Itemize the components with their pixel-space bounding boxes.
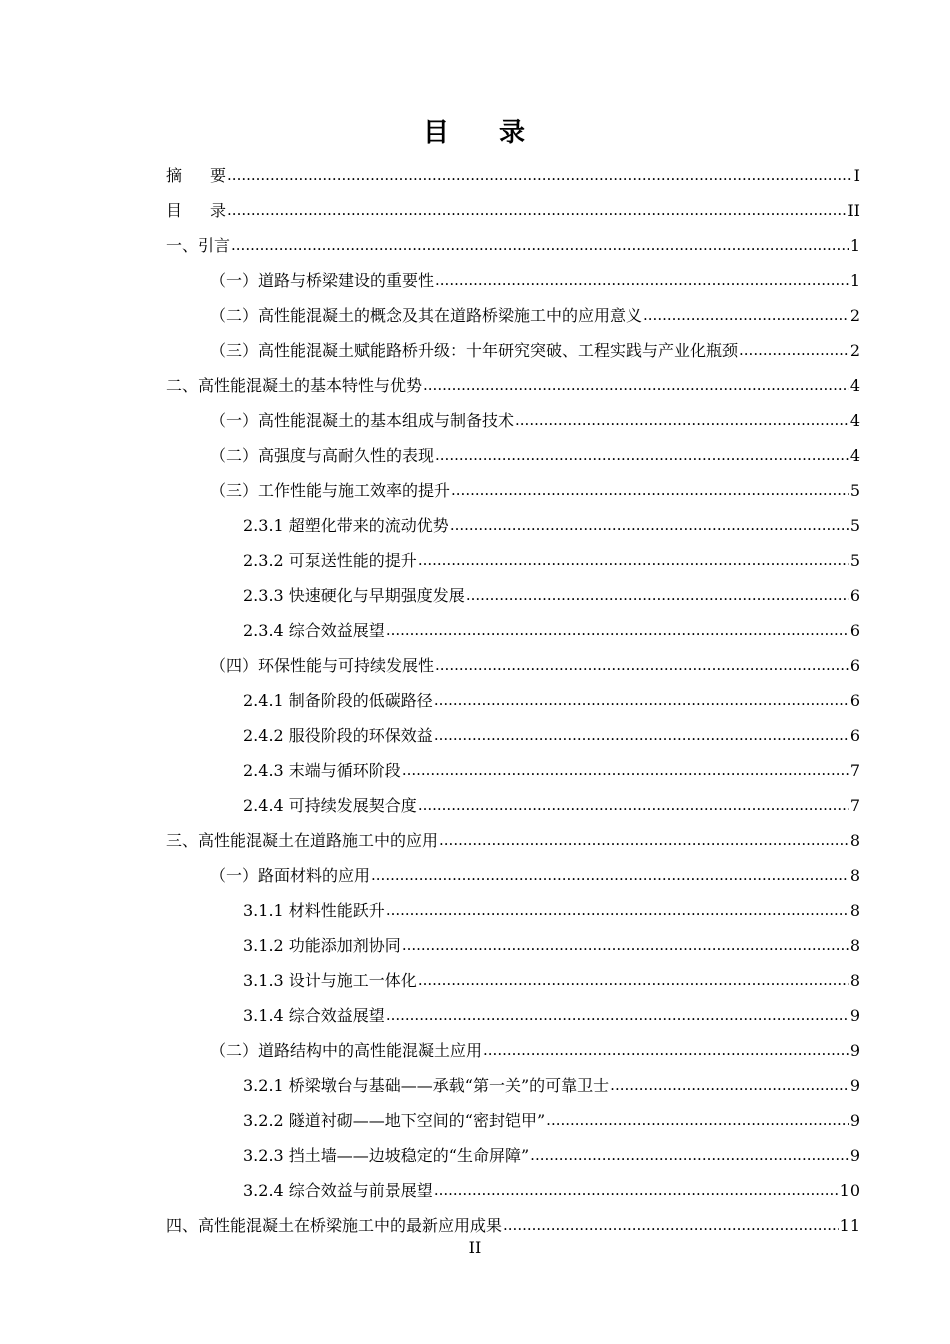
toc-leader-dots — [434, 718, 849, 753]
toc-leader-dots — [402, 753, 849, 788]
toc-entry-label: （一）路面材料的应用 — [210, 866, 371, 885]
toc-entry-page: 6 — [849, 586, 860, 605]
toc-leader-dots — [371, 858, 849, 893]
toc-entry[interactable] — [166, 263, 860, 298]
toc-entry-page: 8 — [849, 831, 860, 850]
toc-entry-label: （二）高强度与高耐久性的表现 — [210, 446, 435, 465]
toc-entry-label: 3.2.2 隧道衬砌——地下空间的“密封铠甲” — [243, 1111, 546, 1130]
toc-entry[interactable] — [166, 648, 860, 683]
toc-entry-label: 二、高性能混凝土的基本特性与优势 — [166, 376, 423, 395]
toc-entry-page: 6 — [849, 726, 860, 745]
table-of-contents — [166, 158, 860, 1243]
toc-leader-dots — [423, 368, 849, 403]
toc-entry-page: 4 — [849, 411, 860, 430]
toc-entry[interactable] — [166, 193, 860, 228]
toc-entry[interactable] — [166, 823, 860, 858]
toc-entry[interactable] — [166, 368, 860, 403]
toc-entry[interactable] — [166, 613, 860, 648]
toc-entry-page: 7 — [849, 761, 860, 780]
toc-leader-dots — [435, 263, 849, 298]
toc-entry-page: 9 — [849, 1041, 860, 1060]
toc-entry[interactable] — [166, 1103, 860, 1138]
toc-entry[interactable] — [166, 403, 860, 438]
toc-title-char-1: 目 — [422, 118, 451, 148]
toc-leader-dots — [434, 1173, 839, 1208]
toc-entry[interactable] — [166, 438, 860, 473]
toc-entry-page: 6 — [849, 621, 860, 640]
toc-entry-page: 9 — [849, 1111, 860, 1130]
toc-entry-label-char: 要 — [210, 166, 227, 185]
toc-entry-label: 一、引言 — [166, 236, 231, 255]
toc-entry-page: 4 — [849, 446, 860, 465]
toc-entry-label: （三）工作性能与施工效率的提升 — [210, 481, 451, 500]
toc-entry[interactable] — [166, 1138, 860, 1173]
toc-leader-dots — [435, 648, 849, 683]
toc-leader-dots — [386, 893, 849, 928]
toc-entry[interactable] — [166, 508, 860, 543]
toc-leader-dots — [434, 683, 849, 718]
toc-leader-dots — [610, 1068, 849, 1103]
toc-entry[interactable] — [166, 963, 860, 998]
page-number: II — [468, 1238, 482, 1257]
toc-leader-dots — [402, 928, 849, 963]
toc-title — [0, 112, 950, 149]
toc-entry-page: 6 — [849, 656, 860, 675]
toc-entry-page: 10 — [839, 1181, 860, 1200]
toc-entry-label: 2.3.4 综合效益展望 — [243, 621, 385, 640]
toc-leader-dots — [418, 788, 849, 823]
toc-entry[interactable] — [166, 158, 860, 193]
toc-title-char-2: 录 — [499, 118, 528, 148]
toc-entry-page: 6 — [849, 691, 860, 710]
toc-leader-dots — [546, 1103, 849, 1138]
toc-entry-page: 11 — [839, 1216, 860, 1235]
toc-entry-page: 8 — [849, 866, 860, 885]
toc-leader-dots — [450, 508, 849, 543]
toc-entry-page: 1 — [849, 236, 860, 255]
toc-entry[interactable] — [166, 1033, 860, 1068]
toc-entry[interactable] — [166, 543, 860, 578]
toc-leader-dots — [386, 613, 849, 648]
toc-entry-page: 2 — [849, 306, 860, 325]
toc-entry[interactable] — [166, 858, 860, 893]
toc-entry-label — [166, 193, 226, 228]
toc-leader-dots — [483, 1033, 849, 1068]
toc-entry-label: （四）环保性能与可持续发展性 — [210, 656, 435, 675]
toc-entry[interactable] — [166, 1068, 860, 1103]
toc-entry-page: 9 — [849, 1076, 860, 1095]
toc-leader-dots — [418, 963, 849, 998]
toc-entry-label: 3.1.3 设计与施工一体化 — [243, 971, 417, 990]
toc-leader-dots — [227, 158, 853, 193]
toc-entry-label: （二）高性能混凝土的概念及其在道路桥梁施工中的应用意义 — [210, 306, 643, 325]
toc-entry-page: 2 — [849, 341, 860, 360]
toc-leader-dots — [435, 438, 849, 473]
toc-entry-page: 8 — [849, 901, 860, 920]
toc-entry-label-char: 录 — [210, 201, 227, 220]
toc-leader-dots — [451, 473, 849, 508]
toc-entry[interactable] — [166, 718, 860, 753]
toc-entry-page: 9 — [849, 1146, 860, 1165]
toc-entry-page: 7 — [849, 796, 860, 815]
toc-entry-label: 3.2.1 桥梁墩台与基础——承载“第一关”的可靠卫士 — [243, 1076, 610, 1095]
toc-entry[interactable] — [166, 683, 860, 718]
toc-entry-page: 8 — [849, 936, 860, 955]
toc-entry-label: （三）高性能混凝土赋能路桥升级：十年研究突破、工程实践与产业化瓶颈 — [210, 341, 739, 360]
toc-entry-label-char: 摘 — [166, 166, 183, 185]
toc-leader-dots — [386, 998, 849, 1033]
toc-entry-page: II — [847, 201, 860, 220]
toc-entry-label: 2.3.3 快速硬化与早期强度发展 — [243, 586, 465, 605]
toc-entry[interactable] — [166, 753, 860, 788]
toc-entry-label: 2.4.3 末端与循环阶段 — [243, 761, 401, 780]
toc-entry[interactable] — [166, 893, 860, 928]
toc-entry-label: 3.2.4 综合效益与前景展望 — [243, 1181, 433, 1200]
toc-entry[interactable] — [166, 1173, 860, 1208]
toc-entry-label: （一）高性能混凝土的基本组成与制备技术 — [210, 411, 515, 430]
toc-entry-label: 2.4.1 制备阶段的低碳路径 — [243, 691, 433, 710]
toc-leader-dots — [439, 823, 849, 858]
toc-leader-dots — [227, 193, 846, 228]
toc-entry[interactable] — [166, 333, 860, 368]
toc-entry-label: 四、高性能混凝土在桥梁施工中的最新应用成果 — [166, 1216, 503, 1235]
toc-entry-page: 1 — [849, 271, 860, 290]
toc-entry-label: 3.1.2 功能添加剂协同 — [243, 936, 401, 955]
toc-leader-dots — [643, 298, 849, 333]
toc-entry[interactable] — [166, 998, 860, 1033]
toc-leader-dots — [515, 403, 849, 438]
toc-entry[interactable] — [166, 473, 860, 508]
toc-entry[interactable] — [166, 298, 860, 333]
toc-entry[interactable] — [166, 578, 860, 613]
toc-leader-dots — [466, 578, 849, 613]
toc-entry-page: I — [853, 166, 860, 185]
toc-entry-label: 3.1.4 综合效益展望 — [243, 1006, 385, 1025]
toc-entry-page: 8 — [849, 971, 860, 990]
toc-entry-label: （一）道路与桥梁建设的重要性 — [210, 271, 435, 290]
toc-entry-label: 2.4.2 服役阶段的环保效益 — [243, 726, 433, 745]
toc-entry-label: （二）道路结构中的高性能混凝土应用 — [210, 1041, 483, 1060]
toc-leader-dots — [739, 333, 849, 368]
toc-entry-page: 4 — [849, 376, 860, 395]
toc-entry-label: 3.1.1 材料性能跃升 — [243, 901, 385, 920]
toc-entry[interactable] — [166, 928, 860, 963]
toc-entry-label: 2.4.4 可持续发展契合度 — [243, 796, 417, 815]
toc-entry-label: 2.3.2 可泵送性能的提升 — [243, 551, 417, 570]
toc-leader-dots — [530, 1138, 849, 1173]
toc-entry[interactable] — [166, 228, 860, 263]
toc-leader-dots — [231, 228, 849, 263]
toc-leader-dots — [418, 543, 849, 578]
toc-entry-page: 5 — [849, 481, 860, 500]
toc-entry-label: 三、高性能混凝土在道路施工中的应用 — [166, 831, 439, 850]
toc-entry-label-char: 目 — [166, 201, 183, 220]
toc-entry-page: 5 — [849, 516, 860, 535]
toc-entry[interactable] — [166, 788, 860, 823]
toc-entry-label — [166, 158, 226, 193]
toc-entry-page: 9 — [849, 1006, 860, 1025]
toc-entry-label: 2.3.1 超塑化带来的流动优势 — [243, 516, 449, 535]
toc-entry-page: 5 — [849, 551, 860, 570]
toc-entry-label: 3.2.3 挡土墙——边坡稳定的“生命屏障” — [243, 1146, 530, 1165]
